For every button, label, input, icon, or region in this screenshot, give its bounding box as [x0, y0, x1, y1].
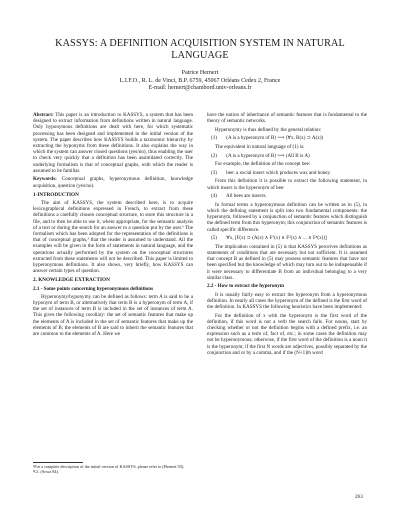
- subsection-heading-2-1: 2.1 - Some points concerning hyperonymous definitions: [33, 285, 154, 292]
- author-block: [60, 70, 340, 93]
- equation-5: [207, 235, 367, 241]
- paragraph-natural-language-equivalent: The equivalent in natural language of (1) is:: [215, 143, 305, 150]
- footnotes: [33, 464, 193, 474]
- left-column: [33, 112, 193, 340]
- abstract: [33, 112, 193, 174]
- equation-4-body: All bees are insects.: [226, 193, 267, 200]
- footnote-rule: [33, 462, 83, 463]
- paragraph-formal-terms: In formal terms a hyperonymous definition can be written as in (5), in which the defining statement is split into two fundamental components: the hyperonym, followed by a conjunction of semantic features which distinguish the defined term from this hyperonym; this conjunction of semantic features is called specific difference.: [207, 201, 367, 233]
- abstract-text: This paper is an introduction to KASSYS, a system that has been designed to extract information from definitions written in natural language. Only hyponymous definitions are dealt with here, for which systematic processing has been designed and implemented in the initial version of the system. The paper describes how KASSYS builds a taxonomic hierarchy by extracting the hyponyms from these definitions. It also explains the way in which the system can answer closed questions (yes/no), thus enabling the user to check very quickly that a definition has been assimilated correctly. The underlying formalism is that of conceptual graphs, with which the reader is assumed to be familiar.: [33, 112, 193, 174]
- keywords: [33, 176, 193, 188]
- footnote-2: ²Cf. (Sowa 84).: [33, 469, 59, 474]
- right-column: [207, 112, 367, 358]
- equation-2: [207, 153, 367, 159]
- paragraph-heuristics: For the definition of x with the hyperonym is the first word of the definition, if this word is not a verb the search fails. For nouns, start by checking whether or not the definition begins with a defined prefix, i.e. an expression such as a term of, fact of, etc.; in some cases the definition may not be hyperonymous; otherwise, if the first word of the definition is a noun it is the hyperonym; if the first N words are adjectives, possibly separated by the conjunction and or by a comma, and if the (N+1)th word: [207, 312, 367, 356]
- keywords-text: Conceptual graphs, hyperonymous definition, knowledge acquisition, question (yes/no).: [33, 176, 193, 189]
- equation-4: [207, 193, 367, 199]
- keywords-heading: Keywords:: [33, 176, 57, 183]
- paragraph-hyperonymy-defined: Hyperonymy is thus defined by the general relation:: [215, 126, 322, 133]
- author-name: Patrice Hernert: [181, 70, 219, 76]
- equation-3-number: (3): [211, 169, 217, 176]
- equation-3: [207, 170, 367, 176]
- paragraph-implication: The implication contained in (5) is that KASSYS perceives definitions as statements of conditions that are necessary but not sufficient. It is assumed that concept B as defined in (5) may possess semantic features that have not been specified but the knowledge of which may turn out to be indispensable if it were necessary to differentiate B from an individual belonging to a very similar class.: [207, 243, 367, 281]
- paragraph-extract-statement: From this definition it is possible to extract the following statement, in which insect is the hyperonym of bee:: [207, 178, 367, 191]
- intro-paragraph: The aim of KASSYS, the system described here, is to acquire lexicographical definitions expressed in French, to extract from these definitions a carefully chosen conceptual structure, to store this structure in a file, and to then be able to use it, where appropriate, for the semantic analysis of a text or during the search for an answer to a question put by the user.¹ The formalism which has been adopted for the representation of the definitions is that of conceptual graphs,² that the reader is assumed to understand. All the examples will be given in the form of statements in natural language, and the operations actually performed by the system on the conceptual structures extracted from these statements will not be described. This paper is limited to hyperonymous definitions. It also shows, very briefly, how KASSYS can answer certain types of question.: [33, 200, 193, 275]
- equation-3-body: bee: a social insect which produces wax and honey.: [226, 169, 332, 176]
- subsection-heading-2-2: 2.2 - How to extract the hyperonym: [207, 283, 285, 290]
- equation-1: [207, 135, 367, 141]
- equation-2-body: (A is a hyperonym of B) ⟹ (All B is A): [226, 152, 310, 159]
- footnote-1: ¹For a complete description of the initial version of KASSYS, please refer to (Hernert 93).: [33, 464, 185, 469]
- equation-1-number: (1): [211, 135, 217, 142]
- author-affiliation: L.I.F.O., R. L. de Vinci, B.P. 6759, 45067 Orléans Cedex 2, France: [119, 77, 281, 84]
- section-heading-knowledge-extraction: 2. KNOWLEDGE EXTRACTION: [33, 277, 110, 284]
- section-heading-introduction: 1-INTRODUCTION: [33, 191, 79, 198]
- author-email: E-mail: hernert@chambord.univ-orleans.fr: [148, 85, 252, 92]
- abstract-heading: Abstract:: [33, 112, 54, 118]
- equation-5-number: (5): [211, 235, 217, 242]
- paragraph-2-1: Hyperonymy/hyponymy can be defined as follows: term A is said to be a hyponym of term B, or alternatively that term B is a hyperonym of term A, if the set of instances of term B is included in the set of instances of term A. This gives the following corollary: the set of semantic features that make up the elements of A is included in the set of semantic features that make up the elements of B; the elements of B are said to inherit the semantic features that are common to the elements of A. Here we: [33, 293, 193, 338]
- paragraph-inheritance: have the notion of inheritance of semantic features that is fundamental to the theory of semantic networks.: [207, 112, 367, 125]
- paragraph-example-bee: For example, the definition of the concept bee:: [215, 161, 311, 168]
- paragraph-extract-hyperonym: It is usually fairly easy to extract the hyperonym from a hyperonymous definition. In nearly all cases the hyperonym of the defined is the first word of the definition. In KASSYS the following heuristics have been implemented:: [207, 291, 367, 310]
- equation-1-body: (A is a hyperonym of B) ⟹ (∀x, B(x) ⊃ A(x)): [226, 135, 324, 142]
- equation-2-number: (2): [211, 152, 217, 159]
- equation-5-body: ∀x, [F(x) ⊃ (A(x) ∧ F¹(x) ∧ F²(x) ∧ ... ∧ Fⁿ(x))]: [226, 235, 327, 242]
- page-number: 263: [355, 494, 363, 500]
- equation-4-number: (4): [211, 193, 217, 200]
- paper-title: KASSYS: A DEFINITION ACQUISITION SYSTEM IN NATURAL LANGUAGE: [55, 38, 345, 61]
